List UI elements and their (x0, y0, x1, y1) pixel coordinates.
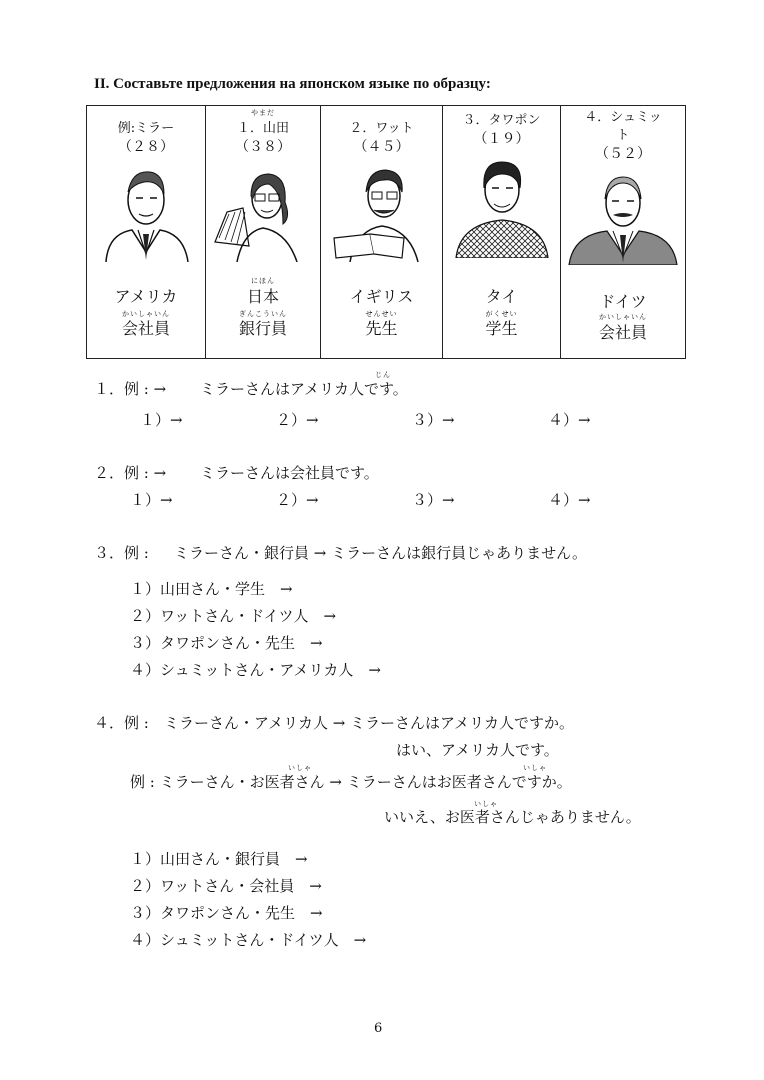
ex4-ruby-1: いしゃ (288, 764, 312, 772)
ex2-prefix: ２．例 : → (94, 464, 167, 482)
people-table (86, 105, 686, 359)
ex2-sentence: ミラーさんは会社員です。 (200, 464, 379, 482)
person-occupation: 銀行員 (238, 319, 287, 338)
ex4-item-4: ４）シュミットさん・ドイツ人 → (130, 931, 367, 949)
person-card-schmidt (561, 106, 686, 359)
ex2-answer-2: ２）→ (276, 491, 319, 509)
ex3-item-1: １）山田さん・学生 → (130, 580, 293, 598)
portrait-watt-icon (330, 162, 434, 262)
ex1-answer-2: ２）→ (276, 411, 319, 429)
person-label: ４．シュミッ (584, 110, 662, 125)
ex4-answer-1: はい、アメリカ人です。 (396, 741, 559, 759)
person-country: アメリカ (114, 287, 178, 306)
person-age: （１９） (473, 131, 530, 147)
ex3-prefix: ３．例 : (94, 544, 149, 562)
ex1-answer-3: ３）→ (412, 411, 455, 429)
person-label-continued: ト (616, 128, 630, 143)
ex4-item-3: ３）タワポンさん・先生 → (130, 904, 323, 922)
ex4-prefix: ４．例 : (94, 714, 149, 732)
person-label: ３．タワポン (462, 113, 541, 128)
page-number: 6 (374, 1021, 383, 1036)
person-country: イギリス (349, 287, 414, 306)
ex3-item-2: ２）ワットさん・ドイツ人 → (130, 607, 337, 625)
ex1-answer-4: ４）→ (548, 411, 591, 429)
ex4-ruby-2: いしゃ (523, 764, 547, 772)
ex4-example-2: 例 : ミラーさん・お医者さん → ミラーさんはお医者さんですか。 (130, 773, 572, 791)
occupation-ruby: かいしゃいん (122, 310, 170, 318)
ex4-item-1: １）山田さん・銀行員 → (130, 850, 308, 868)
portrait-miller-icon (98, 162, 194, 262)
person-country: タイ (485, 287, 518, 306)
person-occupation: 先生 (365, 319, 398, 338)
person-card-tawapon (443, 106, 561, 359)
ex4-answer-2: いいえ、お医者さんじゃありません。 (384, 808, 641, 826)
person-age: （５２） (595, 146, 651, 162)
person-occupation: 会社員 (598, 323, 647, 342)
ex2-answer-4: ４）→ (548, 491, 591, 509)
person-age: （２８） (118, 139, 174, 155)
occupation-ruby: ぎんこういん (239, 310, 287, 318)
person-label: 例:ミラー (117, 121, 175, 136)
section-title: II. Составьте предложения на японском языке по образцу: (94, 76, 491, 92)
person-card-watt (321, 106, 443, 359)
ex3-item-3: ３）タワポンさん・先生 → (130, 634, 323, 652)
ex4-item-2: ２）ワットさん・会社員 → (130, 877, 322, 895)
person-card-yamada (206, 106, 321, 359)
portrait-yamada-icon (213, 162, 313, 262)
occupation-ruby: かいしゃいん (599, 313, 647, 321)
person-country: ドイツ (599, 292, 647, 311)
ex1-ruby: じん (375, 371, 391, 379)
person-occupation: 学生 (485, 319, 518, 338)
person-age: （３８） (235, 139, 291, 155)
person-age: （４５） (353, 139, 410, 155)
ex3-example: ミラーさん・銀行員 → ミラーさんは銀行員じゃありません。 (174, 544, 588, 562)
ex3-item-4: ４）シュミットさん・アメリカ人 → (130, 661, 381, 679)
portrait-schmidt-icon (567, 169, 679, 265)
ex4-example-1: ミラーさん・アメリカ人 → ミラーさんはアメリカ人ですか。 (164, 714, 575, 732)
country-ruby: にほん (251, 277, 275, 285)
label-ruby: やまだ (251, 109, 275, 117)
person-occupation: 会社員 (121, 319, 170, 338)
ex1-sentence: ミラーさんはアメリカ人です。 (200, 380, 408, 398)
occupation-ruby: がくせい (485, 310, 518, 318)
ex2-answer-3: ３）→ (412, 491, 455, 509)
occupation-ruby: せんせい (365, 310, 398, 318)
ex1-answer-1: １）→ (140, 411, 183, 429)
person-label: １．山田 (236, 121, 289, 136)
ex4-ruby-3: いしゃ (474, 800, 498, 808)
portrait-tawapon-icon (450, 154, 554, 258)
ex1-prefix: １．例 : → (94, 380, 167, 398)
person-label: ２．ワット (349, 121, 414, 136)
person-card-miller (87, 106, 206, 359)
ex2-answer-1: １）→ (130, 491, 173, 509)
person-country: 日本 (246, 287, 279, 306)
